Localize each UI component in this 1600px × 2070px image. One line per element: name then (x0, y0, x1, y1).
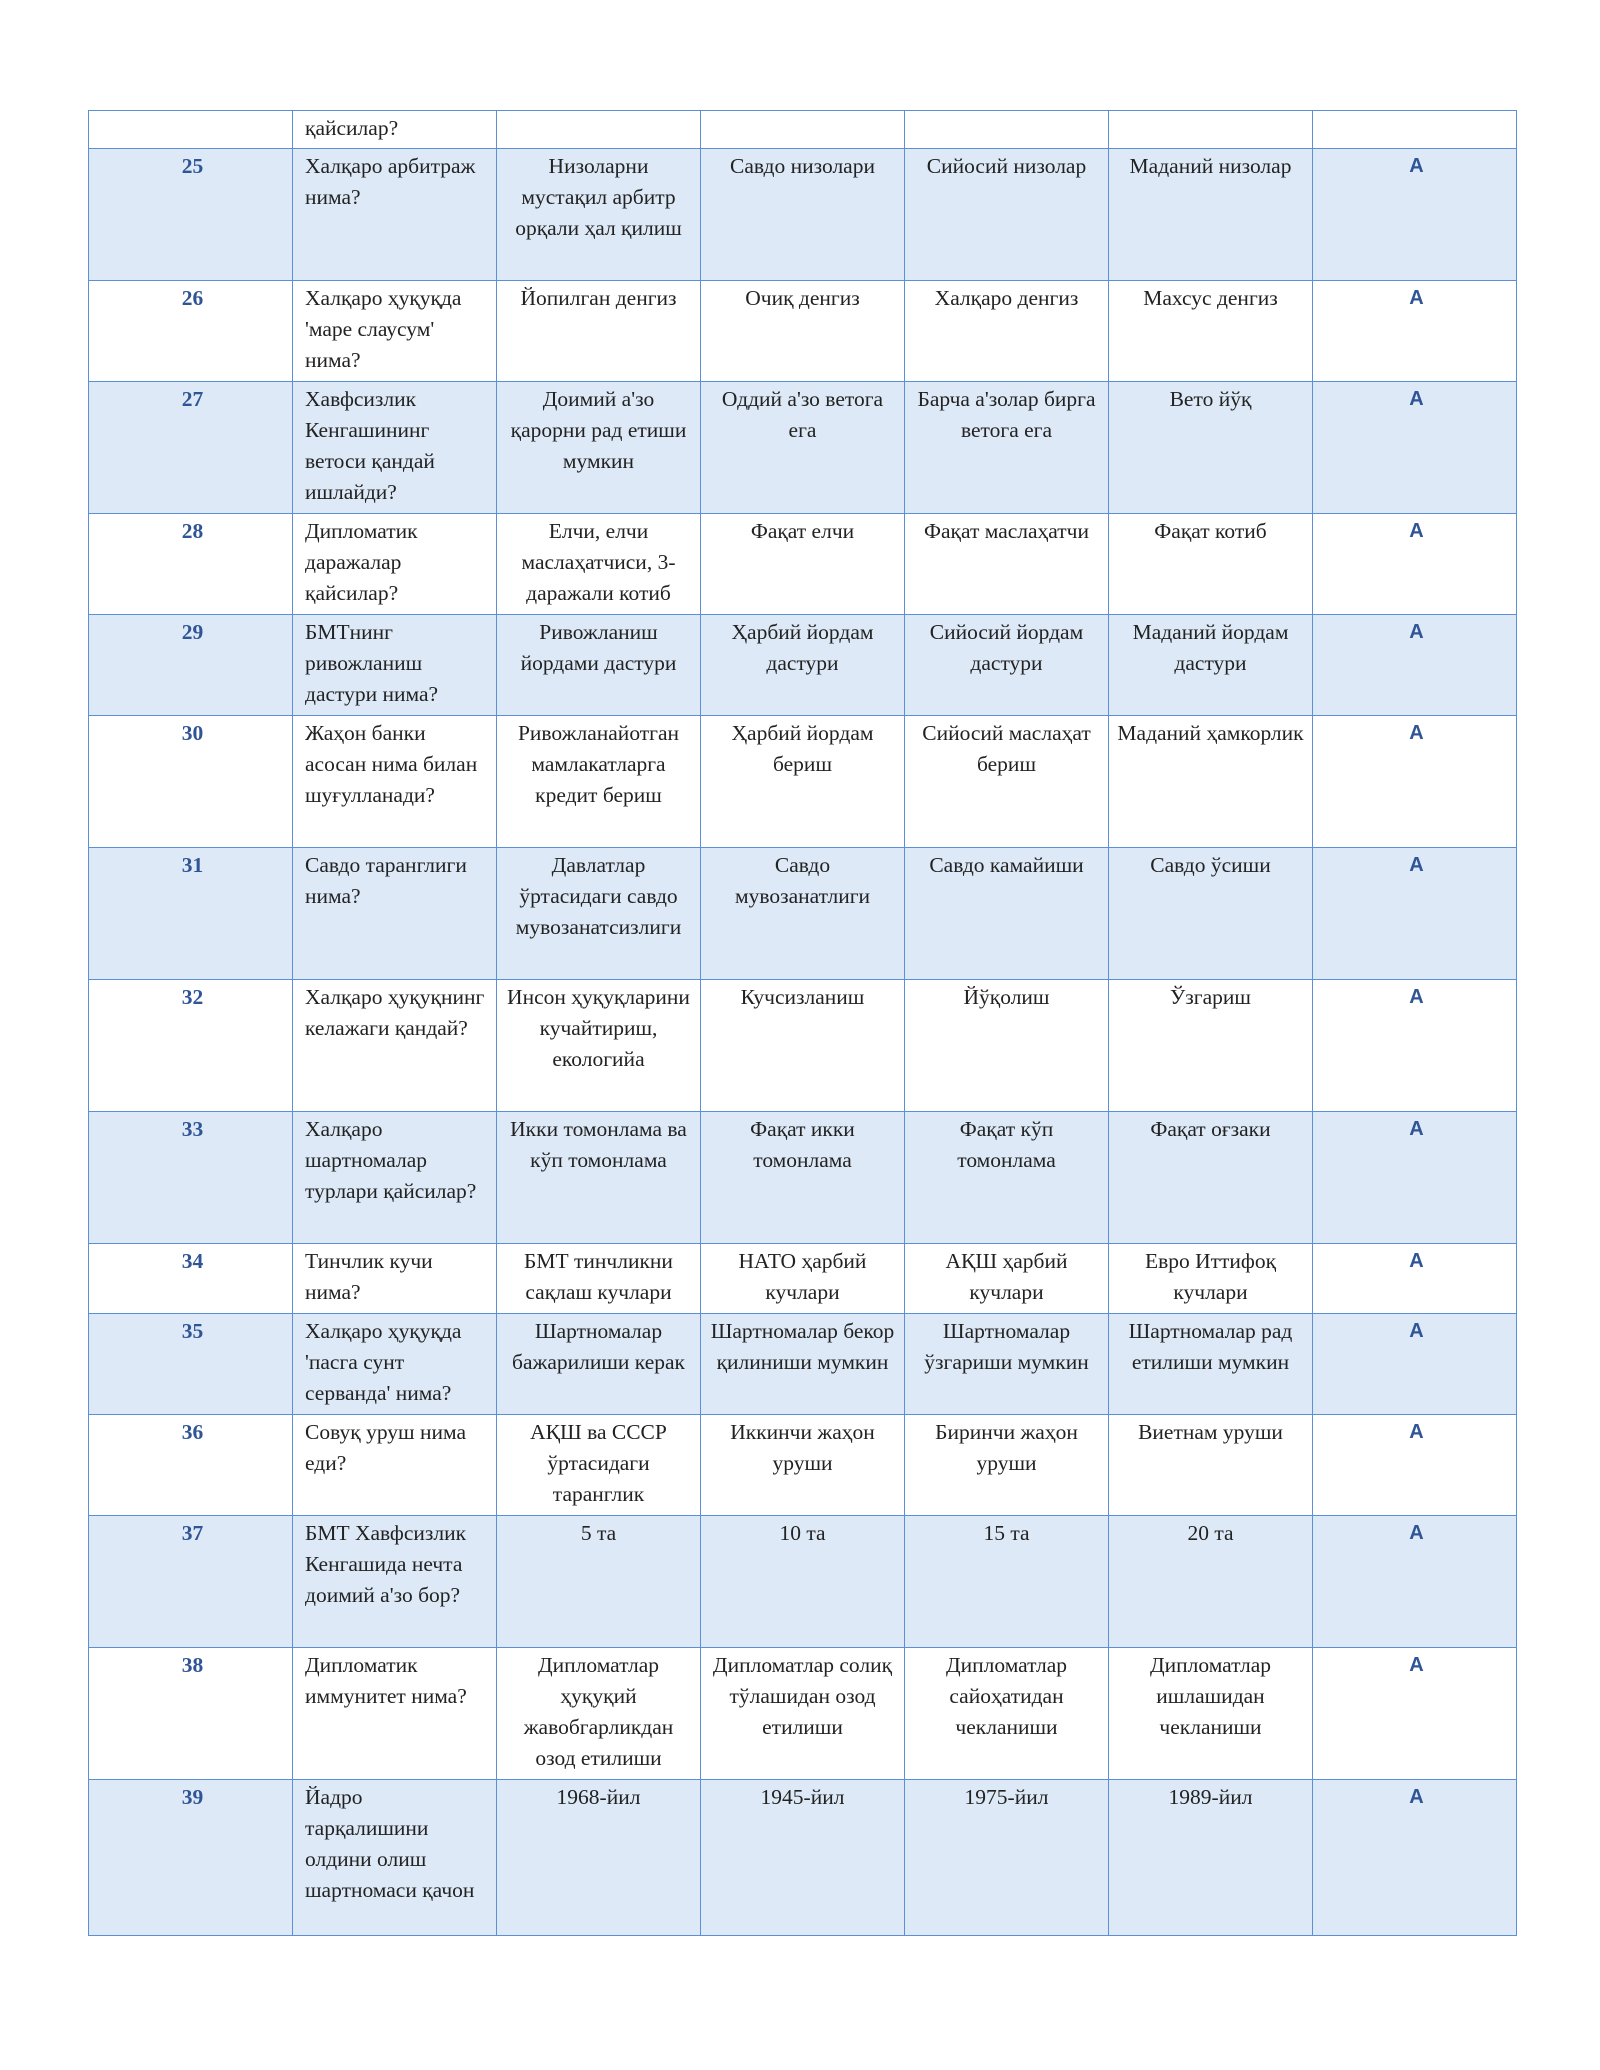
answer-cell: A (1313, 615, 1517, 716)
option-d-cell: Ўзгариш (1109, 980, 1313, 1112)
option-b-cell: НАТО ҳарбий кучлари (701, 1244, 905, 1314)
question-text-cell: Савдо таранглиги нима? (293, 848, 497, 980)
question-number-cell: 28 (89, 514, 293, 615)
question-text-cell: Тинчлик кучи нима? (293, 1244, 497, 1314)
question-number-cell: 27 (89, 382, 293, 514)
question-text-cell: Халқаро арбитраж нима? (293, 149, 497, 281)
option-d-cell: Фақат оғзаки (1109, 1112, 1313, 1244)
option-a-cell: Инсон ҳуқуқларини кучайтириш, екологийа (497, 980, 701, 1112)
question-number-cell: 35 (89, 1314, 293, 1415)
answer-cell: A (1313, 1780, 1517, 1936)
question-number-cell: 34 (89, 1244, 293, 1314)
question-number-cell: 25 (89, 149, 293, 281)
option-b-cell (701, 111, 905, 149)
option-a-cell: Йопилган денгиз (497, 281, 701, 382)
option-a-cell: Низоларни мустақил арбитр орқали ҳал қилиш (497, 149, 701, 281)
option-b-cell: Ҳарбий йордам дастури (701, 615, 905, 716)
answer-cell: A (1313, 848, 1517, 980)
option-b-cell: 10 та (701, 1516, 905, 1648)
answer-cell: A (1313, 716, 1517, 848)
question-text-cell: Дипломатик даражалар қайсилар? (293, 514, 497, 615)
option-b-cell: Савдо мувозанатлиги (701, 848, 905, 980)
option-a-cell: Ривожланиш йордами дастури (497, 615, 701, 716)
question-text-cell: Жаҳон банки асосан нима билан шуғулланади? (293, 716, 497, 848)
option-c-cell: Сийосий йордам дастури (905, 615, 1109, 716)
question-text-cell: БМТнинг ривожланиш дастури нима? (293, 615, 497, 716)
option-d-cell: Фақат котиб (1109, 514, 1313, 615)
option-c-cell: Биринчи жаҳон уруши (905, 1415, 1109, 1516)
option-b-cell: Оддий а'зо ветога ега (701, 382, 905, 514)
question-text-cell: Йадро тарқалишини олдини олиш шартномаси қачон (293, 1780, 497, 1936)
option-b-cell: 1945-йил (701, 1780, 905, 1936)
table-row (89, 1314, 1517, 1415)
table-row-continuation (89, 111, 1517, 149)
question-number-cell: 26 (89, 281, 293, 382)
option-d-cell (1109, 111, 1313, 149)
option-b-cell: Савдо низолари (701, 149, 905, 281)
option-d-cell: Евро Иттифоқ кучлари (1109, 1244, 1313, 1314)
option-a-cell: БМТ тинчликни сақлаш кучлари (497, 1244, 701, 1314)
question-text-cell: қайсилар? (293, 111, 497, 149)
option-d-cell: Маданий ҳамкорлик (1109, 716, 1313, 848)
option-d-cell: Маданий йордам дастури (1109, 615, 1313, 716)
option-b-cell: Иккинчи жаҳон уруши (701, 1415, 905, 1516)
option-a-cell (497, 111, 701, 149)
answer-cell: A (1313, 149, 1517, 281)
option-a-cell: АҚШ ва СССР ўртасидаги таранглик (497, 1415, 701, 1516)
quiz-table-body (89, 111, 1517, 1936)
table-row (89, 1244, 1517, 1314)
option-d-cell: Вето йўқ (1109, 382, 1313, 514)
document-page (88, 110, 1512, 1936)
answer-cell: A (1313, 1244, 1517, 1314)
option-c-cell (905, 111, 1109, 149)
question-text-cell: Халқаро ҳуқуқнинг келажаги қандай? (293, 980, 497, 1112)
option-c-cell: Дипломатлар сайоҳатидан чекланиши (905, 1648, 1109, 1780)
question-number-cell: 39 (89, 1780, 293, 1936)
question-number-cell: 33 (89, 1112, 293, 1244)
option-c-cell: Фақат кўп томонлама (905, 1112, 1109, 1244)
answer-cell: A (1313, 382, 1517, 514)
table-row (89, 1780, 1517, 1936)
answer-cell: A (1313, 1516, 1517, 1648)
answer-cell: A (1313, 1112, 1517, 1244)
option-c-cell: Савдо камайиши (905, 848, 1109, 980)
table-row (89, 1516, 1517, 1648)
option-a-cell: Доимий а'зо қарорни рад етиши мумкин (497, 382, 701, 514)
answer-cell: A (1313, 1415, 1517, 1516)
option-c-cell: 1975-йил (905, 1780, 1109, 1936)
option-c-cell: Барча а'золар бирга ветога ега (905, 382, 1109, 514)
option-c-cell: Йўқолиш (905, 980, 1109, 1112)
option-a-cell: 1968-йил (497, 1780, 701, 1936)
question-text-cell: Дипломатик иммунитет нима? (293, 1648, 497, 1780)
option-c-cell: Халқаро денгиз (905, 281, 1109, 382)
answer-cell: A (1313, 1648, 1517, 1780)
table-row (89, 1112, 1517, 1244)
option-b-cell: Очиқ денгиз (701, 281, 905, 382)
option-c-cell: Фақат маслаҳатчи (905, 514, 1109, 615)
table-row (89, 281, 1517, 382)
question-text-cell: Халқаро ҳуқуқда 'маре слаусум' нима? (293, 281, 497, 382)
option-b-cell: Фақат елчи (701, 514, 905, 615)
option-c-cell: Сийосий низолар (905, 149, 1109, 281)
option-b-cell: Шартномалар бекор қилиниши мумкин (701, 1314, 905, 1415)
question-number-cell: 37 (89, 1516, 293, 1648)
option-d-cell: Маданий низолар (1109, 149, 1313, 281)
table-row (89, 382, 1517, 514)
option-a-cell: Елчи, елчи маслаҳатчиси, 3-даражали котиб (497, 514, 701, 615)
option-a-cell: Давлатлар ўртасидаги савдо мувозанатсизлиги (497, 848, 701, 980)
option-b-cell: Кучсизланиш (701, 980, 905, 1112)
table-row (89, 149, 1517, 281)
question-number-cell: 30 (89, 716, 293, 848)
option-c-cell: 15 та (905, 1516, 1109, 1648)
option-a-cell: Икки томонлама ва кўп томонлама (497, 1112, 701, 1244)
question-number-cell: 38 (89, 1648, 293, 1780)
option-c-cell: Сийосий маслаҳат бериш (905, 716, 1109, 848)
option-d-cell: Махсус денгиз (1109, 281, 1313, 382)
option-d-cell: Виетнам уруши (1109, 1415, 1313, 1516)
table-row (89, 716, 1517, 848)
option-a-cell: Шартномалар бажарилиши керак (497, 1314, 701, 1415)
question-text-cell: Халқаро ҳуқуқда 'пасга сунт серванда' нима? (293, 1314, 497, 1415)
answer-cell: A (1313, 514, 1517, 615)
option-c-cell: Шартномалар ўзгариши мумкин (905, 1314, 1109, 1415)
question-number-cell: 36 (89, 1415, 293, 1516)
answer-cell: A (1313, 1314, 1517, 1415)
answer-cell: A (1313, 980, 1517, 1112)
option-c-cell: АҚШ ҳарбий кучлари (905, 1244, 1109, 1314)
option-a-cell: 5 та (497, 1516, 701, 1648)
option-a-cell: Дипломатлар ҳуқуқий жавобгарликдан озод етилиши (497, 1648, 701, 1780)
question-text-cell: БМТ Хавфсизлик Кенгашида нечта доимий а'зо бор? (293, 1516, 497, 1648)
question-text-cell: Халқаро шартномалар турлари қайсилар? (293, 1112, 497, 1244)
option-d-cell: 20 та (1109, 1516, 1313, 1648)
question-number-cell (89, 111, 293, 149)
question-number-cell: 31 (89, 848, 293, 980)
table-row (89, 514, 1517, 615)
option-b-cell: Ҳарбий йордам бериш (701, 716, 905, 848)
option-d-cell: 1989-йил (1109, 1780, 1313, 1936)
option-a-cell: Ривожланайотган мамлакатларга кредит бериш (497, 716, 701, 848)
option-b-cell: Фақат икки томонлама (701, 1112, 905, 1244)
option-d-cell: Савдо ўсиши (1109, 848, 1313, 980)
option-d-cell: Шартномалар рад етилиши мумкин (1109, 1314, 1313, 1415)
question-number-cell: 29 (89, 615, 293, 716)
table-row (89, 848, 1517, 980)
table-row (89, 980, 1517, 1112)
option-b-cell: Дипломатлар солиқ тўлашидан озод етилиши (701, 1648, 905, 1780)
question-text-cell: Совуқ уруш нима еди? (293, 1415, 497, 1516)
table-row (89, 1415, 1517, 1516)
option-d-cell: Дипломатлар ишлашидан чекланиши (1109, 1648, 1313, 1780)
table-row (89, 1648, 1517, 1780)
question-number-cell: 32 (89, 980, 293, 1112)
answer-cell (1313, 111, 1517, 149)
table-row (89, 615, 1517, 716)
answer-cell: A (1313, 281, 1517, 382)
question-text-cell: Хавфсизлик Кенгашининг ветоси қандай ишлайди? (293, 382, 497, 514)
quiz-table (88, 110, 1517, 1936)
